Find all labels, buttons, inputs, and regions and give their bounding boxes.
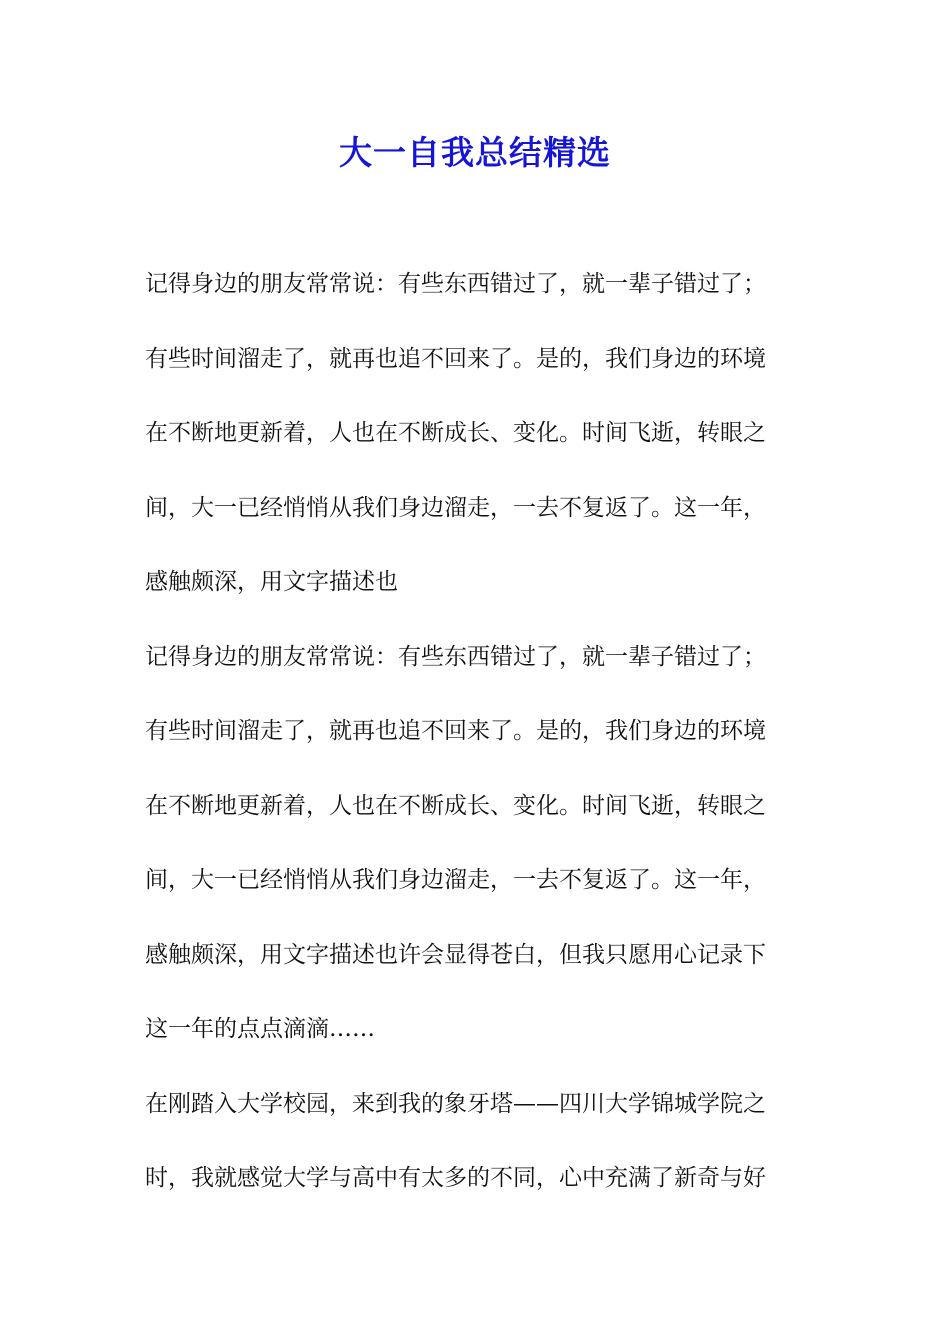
text-line: 时，我就感觉大学与高中有太多的不同，心中充满了新奇与好 <box>145 1165 766 1191</box>
text-line: 这一年的点点滴滴…… <box>145 1016 375 1042</box>
text-line: 在不断地更新着，人也在不断成长、变化。时间飞逝，转眼之 <box>145 420 766 446</box>
text-line: 感触颇深，用文字描述也许会显得苍白，但我只愿用心记录下 <box>145 941 766 968</box>
text-line: 感触颇深，用文字描述也 <box>145 569 398 595</box>
text-line: 有些时间溜走了，就再也追不回来了。是的，我们身边的环境 <box>145 345 766 372</box>
text-line: 间，大一已经悄悄从我们身边溜走，一去不复返了。这一年， <box>145 494 766 521</box>
text-line: 记得身边的朋友常常说：有些东西错过了，就一辈子错过了； <box>145 271 766 297</box>
text-line: 有些时间溜走了，就再也追不回来了。是的，我们身边的环境 <box>145 718 766 744</box>
text-line: 记得身边的朋友常常说：有些东西错过了，就一辈子错过了； <box>145 643 766 670</box>
text-line: 在刚踏入大学校园，来到我的象牙塔——四川大学锦城学院之 <box>145 1090 766 1117</box>
document-body <box>145 262 807 1231</box>
text-line: 间，大一已经悄悄从我们身边溜走，一去不复返了。这一年， <box>145 867 766 893</box>
text-line: 在不断地更新着，人也在不断成长、变化。时间飞逝，转眼之 <box>145 792 766 819</box>
document-title: 大一自我总结精选 <box>339 133 611 172</box>
